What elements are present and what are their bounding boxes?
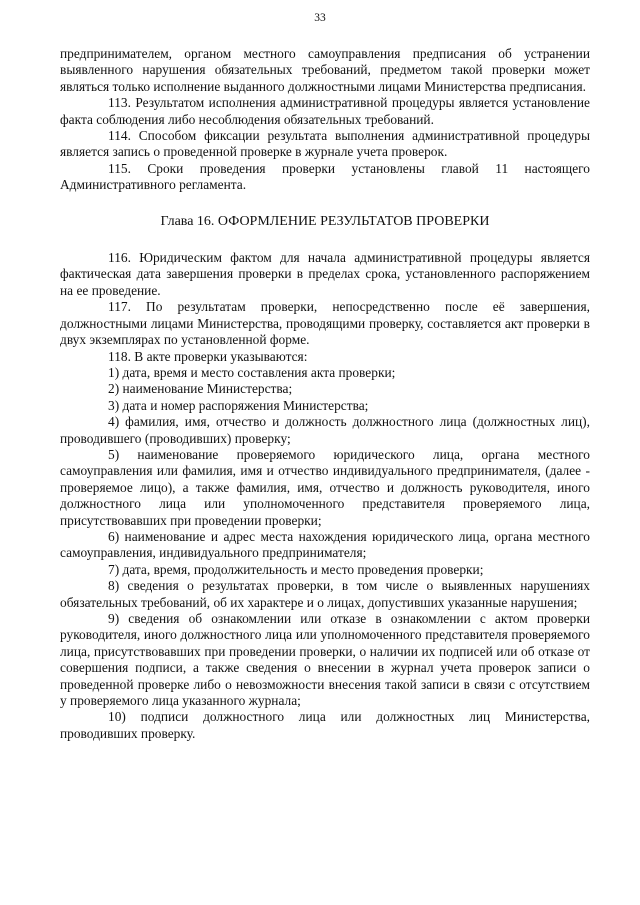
list-item-7: 7) дата, время, продолжительность и место проведения проверки; xyxy=(108,561,484,577)
chapter-title: Глава 16. ОФОРМЛЕНИЕ РЕЗУЛЬТАТОВ ПРОВЕРКИ xyxy=(160,213,490,229)
list-item-2: 2) наименование Министерства; xyxy=(108,381,293,397)
top-section xyxy=(60,46,590,194)
paragraph-114: 114. Способом фиксации результата выполнения административной процедуры является запись о проведенной проверке в журнале учета проверок. xyxy=(60,128,590,160)
page-content xyxy=(60,46,590,742)
page-number: 33 xyxy=(314,12,326,24)
paragraph-115: 115. Сроки проведения проверки установлены главой 11 настоящего Административного регламента. xyxy=(60,160,590,193)
list-item-4: 4) фамилия, имя, отчество и должность должностного лица (должностных лиц), проводившего (проводивших) проверку; xyxy=(60,414,590,446)
list-item-9: 9) сведения об ознакомлении или отказе в ознакомлении с актом проверки руководителя, иного должностного лица или уполномоченного представителя проверяемого лица, присутствовавших при проведении проверки, о наличии их подписей или об отказе от совершения подписи, а также сведения о внесении в журнал учета проверок записи о проведенной проверке либо о невозможности внесения такой записи в связи с отсутствием у проверяемого лица указанного журнала; xyxy=(60,611,590,709)
bottom-section xyxy=(60,250,590,742)
list-item-1: 1) дата, время и место составления акта проверки; xyxy=(108,364,396,380)
list-item-5: 5) наименование проверяемого юридического лица, органа местного самоуправления или фамилия, имя и отчество индивидуального предпринимателя, (далее - проверяемое лицо), а также фамилия, имя, отчество и должность руководителя, иного должностного лица или уполномоченного представителя проверяемого лица, присутствовавших при проведении проверки; xyxy=(60,446,590,528)
paragraph-118: 118. В акте проверки указываются: xyxy=(108,348,308,364)
list-item-6: 6) наименование и адрес места нахождения юридического лица, органа местного самоуправления, индивидуального предпринимателя; xyxy=(60,528,590,561)
list-item-10: 10) подписи должностного лица или должностных лиц Министерства, проводивших проверку. xyxy=(60,709,590,741)
paragraph-continuation: предпринимателем, органом местного самоуправления предписания об устранении выявленного нарушения обязательных требований, предметом такой проверки может являться только исполнение выданного должностными лицами Министерства предписания. xyxy=(60,46,590,94)
list-item-3: 3) дата и номер распоряжения Министерства; xyxy=(108,397,369,413)
paragraph-116: 116. Юридическим фактом для начала административной процедуры является фактическая дата завершения проверки в пределах срока, установленного распоряжением на ее проведение. xyxy=(60,250,590,298)
list-item-8: 8) сведения о результатах проверки, в том числе о выявленных нарушениях обязательных требований, об их характере и о лицах, допустивших указанные нарушения; xyxy=(60,578,590,610)
paragraph-117: 117. По результатам проверки, непосредственно после её завершения, должностными лицами Министерства, проводящими проверку, составляется акт проверки в двух экземплярах по установленной форме. xyxy=(60,299,590,348)
paragraph-113: 113. Результатом исполнения административной процедуры является установление факта соблюдения либо несоблюдения обязательных требований. xyxy=(60,95,590,127)
